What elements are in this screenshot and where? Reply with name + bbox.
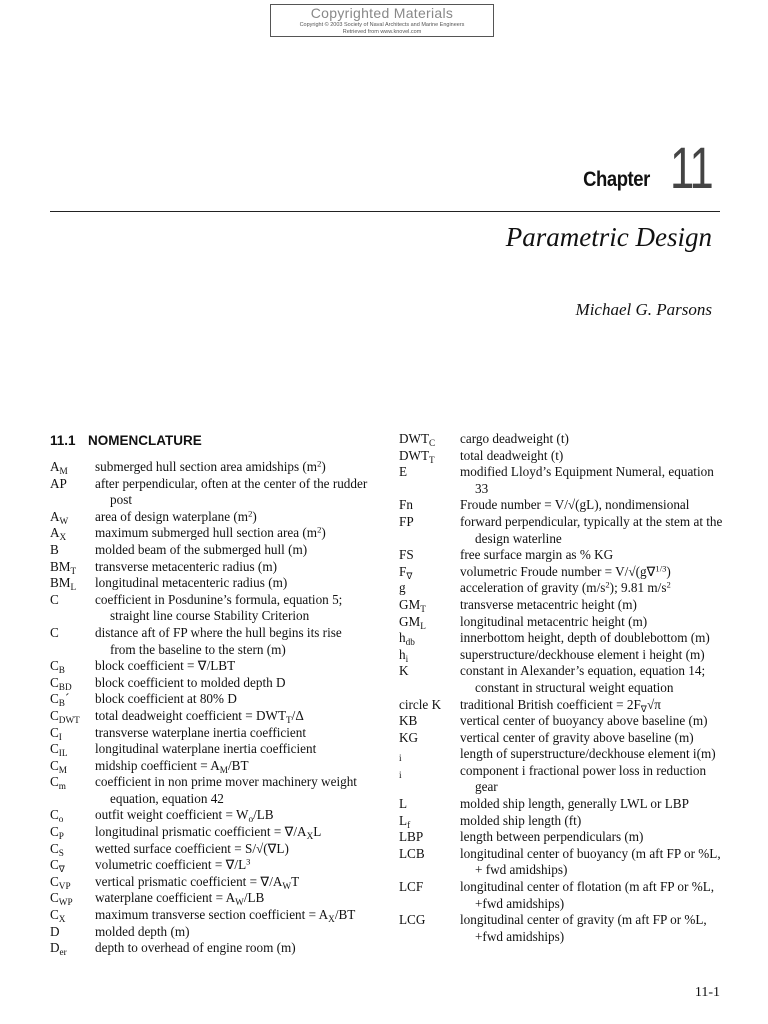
nomenclature-symbol: LCG [399, 912, 426, 928]
nomenclature-symbol: $C_{VP}$ [50, 873, 71, 891]
nomenclature-definition: superstructure/deckhouse element i height (m) [460, 646, 705, 662]
nomenclature-definition: submerged hull section area amidships $(m^2)$ [95, 458, 326, 474]
nomenclature-definition: longitudinal metacenteric radius (m) [95, 575, 288, 591]
nomenclature-definition: Froude number = V/√(gL), nondimensional [460, 497, 690, 513]
nomenclature-definition: transverse metacenteric radius (m) [95, 558, 277, 574]
nomenclature-entry [50, 525, 370, 542]
nomenclature-definition: volumetric Froude number = V/√(g∇$^{1/3}$) [460, 563, 671, 579]
nomenclature-definition: molded depth (m) [95, 923, 190, 939]
nomenclature-definition: midship coefficient = $A_M/BT$ [95, 757, 249, 775]
nomenclature-entry [50, 741, 370, 758]
nomenclature-definition: molded beam of the submerged hull (m) [95, 541, 308, 557]
nomenclature-symbol: $BM_T$ [50, 558, 77, 576]
nomenclature-entry [50, 940, 370, 957]
nomenclature-definition: longitudinal waterplane inertia coefficient [95, 741, 317, 757]
chapter-heading [574, 136, 712, 201]
page-number: 11-1 [694, 985, 720, 1000]
chapter-number: 11 [669, 136, 712, 201]
nomenclature-entry [50, 774, 370, 807]
nomenclature-column-left [50, 459, 370, 957]
nomenclature-entry [50, 476, 370, 509]
nomenclature-entry [50, 459, 370, 476]
nomenclature-symbol: $C_P$ [50, 824, 64, 841]
section-title: NOMENCLATURE [88, 433, 202, 448]
nomenclature-entry [50, 575, 370, 592]
chapter-title: Parametric Design [505, 222, 712, 252]
nomenclature-symbol: B [50, 541, 59, 557]
copyright-source: Retrieved from www.knovel.com [342, 29, 422, 35]
nomenclature-definition: block coefficient to molded depth D [95, 674, 286, 690]
nomenclature-definition: total deadweight (t) [460, 447, 564, 463]
nomenclature-entry [50, 592, 370, 625]
nomenclature-definition: wetted surface coefficient = S/√(∇L) [95, 840, 289, 856]
nomenclature-entry [50, 559, 370, 576]
nomenclature-definition: block coefficient at 80% D [95, 691, 237, 707]
nomenclature-symbol: L [399, 796, 408, 812]
nomenclature-definition: transverse waterplane inertia coefficient [95, 724, 307, 740]
nomenclature-definition: maximum submerged hull section area $(m^2)$ [95, 525, 326, 541]
nomenclature-entry [50, 907, 370, 924]
nomenclature-symbol: KG [399, 729, 419, 745]
nomenclature-symbol: $BM_L$ [50, 575, 77, 592]
nomenclature-symbol: LBP [399, 829, 424, 845]
nomenclature-entry [399, 697, 723, 714]
nomenclature-definition: coefficient in Posdunine’s formula, equation 5; straight line course Stability Criterion [95, 591, 343, 624]
nomenclature-entry [399, 497, 723, 514]
nomenclature-symbol: $C_{DWT}$ [50, 707, 80, 725]
nomenclature-entry [50, 542, 370, 559]
nomenclature-entry [399, 763, 723, 796]
nomenclature-symbol: $C_M$ [50, 757, 68, 775]
nomenclature-definition: acceleration of gravity $(m/s^2)$; 9.81 $m/s^2$ [460, 580, 671, 596]
nomenclature-symbol: $A_M$ [50, 459, 68, 476]
section-heading [50, 433, 202, 448]
nomenclature-entry [50, 725, 370, 742]
nomenclature-definition: component i fractional power loss in reduction gear [460, 762, 707, 795]
nomenclature-entry [399, 713, 723, 730]
nomenclature-symbol: g [399, 580, 406, 596]
nomenclature-entry [399, 846, 723, 879]
nomenclature-entry [399, 614, 723, 631]
nomenclature-definition: vertical prismatic coefficient = $\nabla/A_WT$ [95, 873, 300, 891]
nomenclature-symbol: FS [399, 547, 414, 563]
copyright-stamp [270, 4, 494, 37]
nomenclature-entry [50, 675, 370, 692]
nomenclature-symbol: i [399, 769, 402, 780]
nomenclature-entry [50, 708, 370, 725]
copyright-title: Copyrighted Materials [310, 5, 454, 21]
nomenclature-entry [399, 448, 723, 465]
nomenclature-symbol: FP [399, 513, 414, 529]
nomenclature-entry [50, 824, 370, 841]
nomenclature-symbol: $C_m$ [50, 774, 66, 792]
nomenclature-symbol: $C_{BD}$ [50, 674, 72, 692]
nomenclature-symbol: D [50, 923, 60, 939]
nomenclature-symbol: LCF [399, 879, 424, 895]
nomenclature-symbol: $C_X$ [50, 907, 66, 924]
nomenclature-symbol: $DWT_C$ [399, 431, 436, 448]
nomenclature-definition: free surface margin as % KG [460, 547, 614, 563]
nomenclature-definition: vertical center of gravity above baseline (m) [460, 729, 694, 745]
nomenclature-symbol: $C_{WP}$ [50, 890, 73, 908]
author-name: Michael G. Parsons [575, 300, 712, 319]
nomenclature-definition: longitudinal center of buoyancy (m aft FP or %L, + fwd amidships) [460, 845, 721, 878]
nomenclature-definition: longitudinal metacentric height (m) [460, 613, 648, 629]
nomenclature-entry [50, 658, 370, 675]
nomenclature-symbol: $h_i$ [399, 646, 409, 664]
nomenclature-definition: molded ship length (ft) [460, 812, 582, 828]
nomenclature-entry [399, 813, 723, 830]
nomenclature-symbol: $C_S$ [50, 840, 64, 858]
nomenclature-symbol: $C_B´$ [50, 691, 70, 709]
nomenclature-entry [50, 841, 370, 858]
nomenclature-symbol: circle K [399, 696, 442, 712]
section-number: 11.1 [50, 433, 76, 448]
nomenclature-entry [50, 924, 370, 941]
nomenclature-symbol: $GM_L$ [399, 613, 426, 631]
nomenclature-symbol: $C_\nabla$ [50, 857, 65, 875]
nomenclature-definition: volumetric coefficient = $\nabla/L^3$ [95, 856, 251, 873]
nomenclature-entry [399, 564, 723, 581]
nomenclature-definition: area of design waterplane $(m^2)$ [95, 508, 257, 524]
nomenclature-entry [50, 857, 370, 874]
nomenclature-definition: distance aft of FP where the hull begins its rise from the baseline to the stern (m) [95, 624, 342, 657]
nomenclature-entry [50, 509, 370, 526]
nomenclature-definition: length of superstructure/deckhouse element i(m) [460, 746, 716, 762]
nomenclature-entry [399, 630, 723, 647]
nomenclature-entry [399, 663, 723, 696]
nomenclature-definition: longitudinal center of flotation (m aft FP or %L, +fwd amidships) [460, 879, 715, 911]
nomenclature-entry [50, 890, 370, 907]
nomenclature-symbol: $DWT_T$ [399, 447, 435, 465]
nomenclature-symbol: AP [50, 475, 67, 491]
nomenclature-definition: outfit weight coefficient = $W_o/LB$ [95, 807, 274, 825]
header-rule [50, 211, 720, 212]
nomenclature-entry [399, 647, 723, 664]
nomenclature-definition: maximum transverse section coefficient = $A_X/BT$ [95, 907, 356, 924]
nomenclature-definition: modified Lloyd’s Equipment Numeral, equation 33 [460, 464, 714, 496]
nomenclature-entry [399, 796, 723, 813]
nomenclature-symbol: K [399, 663, 409, 679]
nomenclature-definition: waterplane coefficient = $A_W/LB$ [95, 890, 265, 908]
copyright-line: Copyright © 2003 Society of Naval Architects and Marine Engineers [299, 22, 465, 28]
nomenclature-symbol: $A_W$ [50, 508, 69, 526]
nomenclature-entry [399, 514, 723, 547]
nomenclature-entry [399, 464, 723, 497]
nomenclature-definition: after perpendicular, often at the center of the rudder post [95, 475, 368, 508]
nomenclature-definition: molded ship length, generally LWL or LBP [460, 796, 689, 812]
nomenclature-symbol: $F_\nabla$ [399, 563, 413, 581]
nomenclature-column-right [399, 431, 723, 945]
nomenclature-entry [50, 807, 370, 824]
nomenclature-entry [399, 730, 723, 747]
nomenclature-symbol: KB [399, 713, 418, 729]
nomenclature-symbol: $L_f$ [399, 812, 411, 830]
nomenclature-entry [399, 547, 723, 564]
nomenclature-entry [50, 758, 370, 775]
nomenclature-symbol: $A_X$ [50, 525, 67, 543]
nomenclature-symbol: $C_{IL}$ [50, 741, 68, 758]
nomenclature-symbol: E [399, 464, 408, 480]
nomenclature-entry [50, 691, 370, 708]
nomenclature-symbol: $h_{db}$ [399, 630, 415, 647]
nomenclature-symbol: i [399, 753, 402, 764]
nomenclature-entry [50, 874, 370, 891]
nomenclature-definition: total deadweight coefficient = $DWT_T/\Delta$ [95, 707, 304, 725]
nomenclature-symbol: C [50, 591, 59, 607]
nomenclature-symbol: $C_o$ [50, 807, 64, 825]
nomenclature-definition: block coefficient = ∇/LBT [95, 658, 236, 674]
nomenclature-symbol: LCB [399, 845, 425, 861]
nomenclature-definition: forward perpendicular, typically at the stem at the design waterline [460, 513, 723, 546]
nomenclature-entry [399, 912, 723, 945]
nomenclature-symbol: $C_I$ [50, 724, 62, 742]
nomenclature-symbol: $C_B$ [50, 658, 65, 675]
nomenclature-definition: vertical center of buoyancy above baseline (m) [460, 713, 708, 729]
nomenclature-symbol: C [50, 624, 59, 640]
nomenclature-entry [399, 879, 723, 912]
nomenclature-symbol: Fn [399, 497, 413, 513]
nomenclature-entry [399, 829, 723, 846]
nomenclature-entry [50, 625, 370, 658]
nomenclature-definition: length between perpendiculars (m) [460, 829, 644, 845]
nomenclature-symbol: $D_{er}$ [50, 940, 67, 957]
nomenclature-definition: depth to overhead of engine room (m) [95, 940, 296, 956]
nomenclature-definition: constant in Alexander’s equation, equation 14; constant in structural weight equation [460, 663, 706, 695]
nomenclature-entry [399, 597, 723, 614]
nomenclature-definition: innerbottom height, depth of doublebottom (m) [460, 630, 710, 646]
nomenclature-entry [399, 746, 723, 763]
nomenclature-entry [399, 431, 723, 448]
nomenclature-definition: coefficient in non prime mover machinery weight equation, equation 42 [95, 774, 357, 806]
nomenclature-definition: longitudinal center of gravity (m aft FP or %L, +fwd amidships) [460, 912, 707, 944]
nomenclature-definition: longitudinal prismatic coefficient = $\nabla/A_XL$ [95, 824, 322, 841]
chapter-label: Chapter [583, 168, 650, 191]
nomenclature-definition: transverse metacentric height (m) [460, 596, 637, 612]
nomenclature-definition: cargo deadweight (t) [460, 431, 569, 446]
nomenclature-symbol: $GM_T$ [399, 596, 426, 614]
nomenclature-definition: traditional British coefficient = $2F_\nabla√\pi$ [460, 696, 661, 714]
nomenclature-entry [399, 580, 723, 597]
